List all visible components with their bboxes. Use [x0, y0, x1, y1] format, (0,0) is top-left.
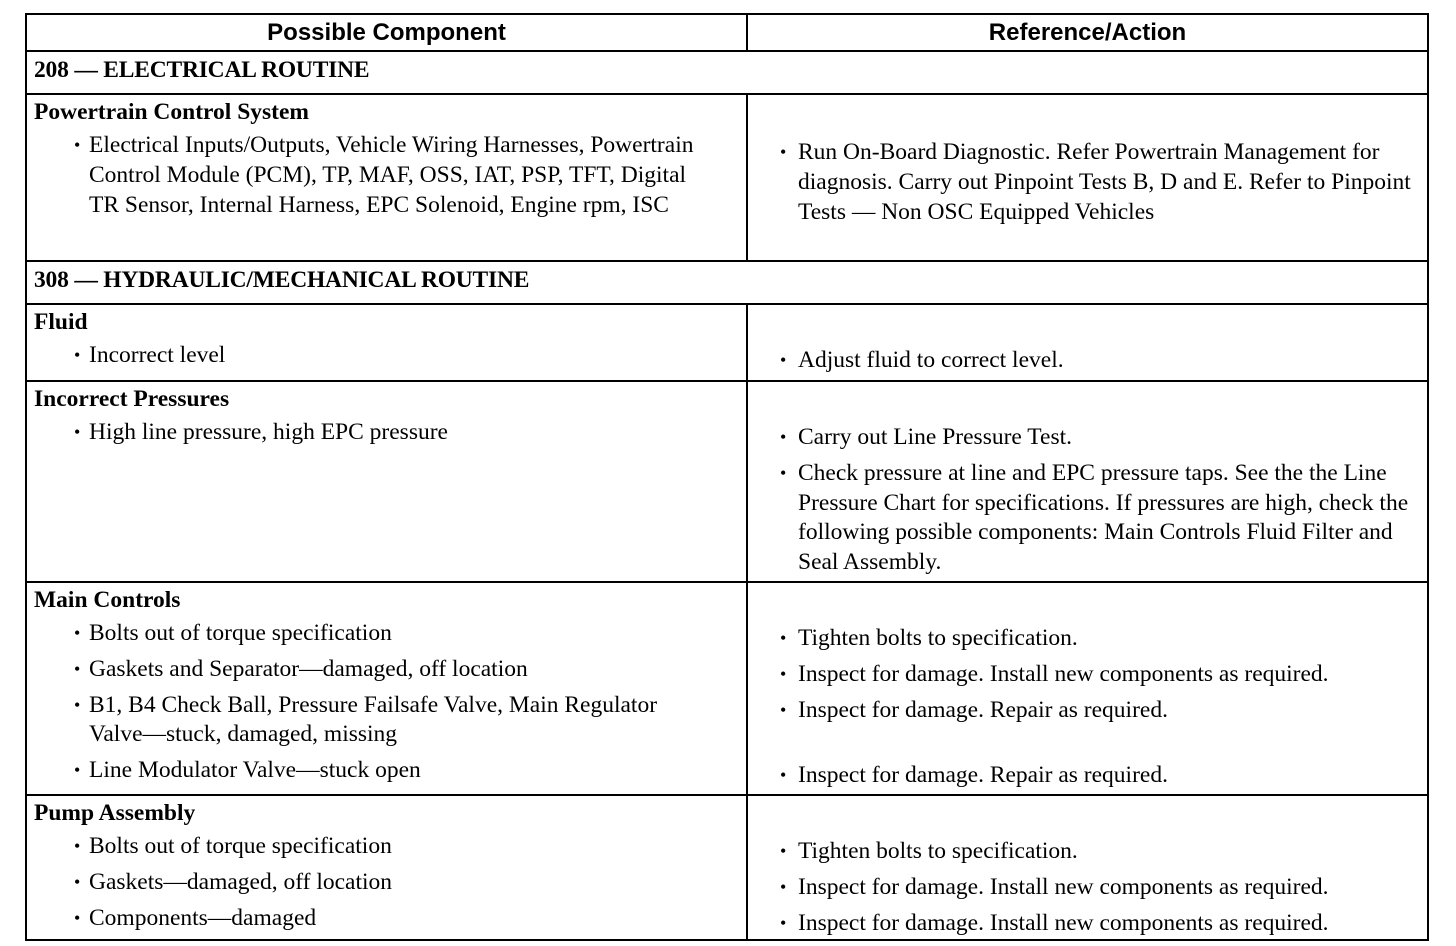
- group-row-pressures: [27, 380, 1427, 581]
- action-item: • Carry out Line Pressure Test.: [774, 423, 1423, 453]
- group-title-main-controls: Main Controls: [34, 587, 181, 613]
- action-item: • Inspect for damage. Repair as required.: [774, 761, 1423, 791]
- section-row-electrical: [27, 50, 1427, 93]
- diagnosis-table: [25, 13, 1429, 941]
- section-title-hydraulic: 308 — HYDRAULIC/MECHANICAL ROUTINE: [34, 267, 530, 293]
- action-item: • Tighten bolts to specification.: [774, 624, 1423, 654]
- group-title-pump: Pump Assembly: [34, 800, 196, 826]
- group-row-main-controls: [27, 581, 1427, 794]
- group-row-pump: [27, 794, 1427, 939]
- action-item: • Run On-Board Diagnostic. Refer Powertrain Management for diagnosis. Carry out Pinpoint Tests B, D and E. Refer to Pinpoint Tests — Non OSC Equipped Vehicles: [774, 138, 1423, 227]
- group-title-pressures: Incorrect Pressures: [34, 386, 230, 412]
- action-cell: [748, 796, 1427, 939]
- component-item: • Components—damaged: [34, 904, 740, 934]
- component-cell: [27, 382, 748, 581]
- group-title-powertrain: Powertrain Control System: [34, 99, 309, 125]
- component-item: • Bolts out of torque specification: [34, 619, 740, 649]
- group-title-fluid: Fluid: [34, 309, 88, 335]
- action-item: • Inspect for damage. Install new components as required.: [774, 660, 1423, 690]
- component-item: • Bolts out of torque specification: [34, 832, 740, 862]
- group-row-fluid: [27, 303, 1427, 380]
- group-row-powertrain: [27, 93, 1427, 260]
- action-cell: [748, 583, 1427, 794]
- section-row-hydraulic: [27, 260, 1427, 303]
- component-item: • Gaskets and Separator—damaged, off location: [34, 655, 740, 685]
- component-cell: [27, 583, 748, 794]
- action-item: • Inspect for damage. Install new components as required.: [774, 909, 1423, 939]
- column-header-reference-action: Reference/Action: [988, 19, 1187, 46]
- component-item: • Electrical Inputs/Outputs, Vehicle Wiring Harnesses, Powertrain Control Module (PCM), TP, MAF, OSS, IAT, PSP, TFT, Digital TR Sensor, Internal Harness, EPC Solenoid, Engine rpm, ISC: [34, 131, 740, 220]
- column-header-possible-component: Possible Component: [27, 15, 748, 50]
- action-item: • Adjust fluid to correct level.: [774, 346, 1423, 376]
- component-cell: [27, 95, 748, 260]
- action-cell: [748, 305, 1427, 380]
- action-item: • Inspect for damage. Repair as required.: [774, 696, 1423, 726]
- component-cell: [27, 796, 748, 939]
- action-cell: [748, 382, 1427, 581]
- section-title-electrical: 208 — ELECTRICAL ROUTINE: [34, 57, 370, 83]
- component-item: • Gaskets—damaged, off location: [34, 868, 740, 898]
- action-item: • Check pressure at line and EPC pressure taps. See the the Line Pressure Chart for specifications. If pressures are high, check the following possible components: Main Controls Fluid Filter and Seal Assembly.: [774, 459, 1423, 578]
- component-item: • Line Modulator Valve—stuck open: [34, 756, 740, 786]
- action-cell: [748, 95, 1427, 260]
- action-item: • Tighten bolts to specification.: [774, 837, 1423, 867]
- table-header-row: [27, 15, 1427, 50]
- component-item: • B1, B4 Check Ball, Pressure Failsafe Valve, Main Regulator Valve—stuck, damaged, missing: [34, 691, 740, 751]
- component-item: • High line pressure, high EPC pressure: [34, 418, 740, 448]
- component-item: • Incorrect level: [34, 341, 740, 371]
- component-cell: [27, 305, 748, 380]
- action-item: • Inspect for damage. Install new components as required.: [774, 873, 1423, 903]
